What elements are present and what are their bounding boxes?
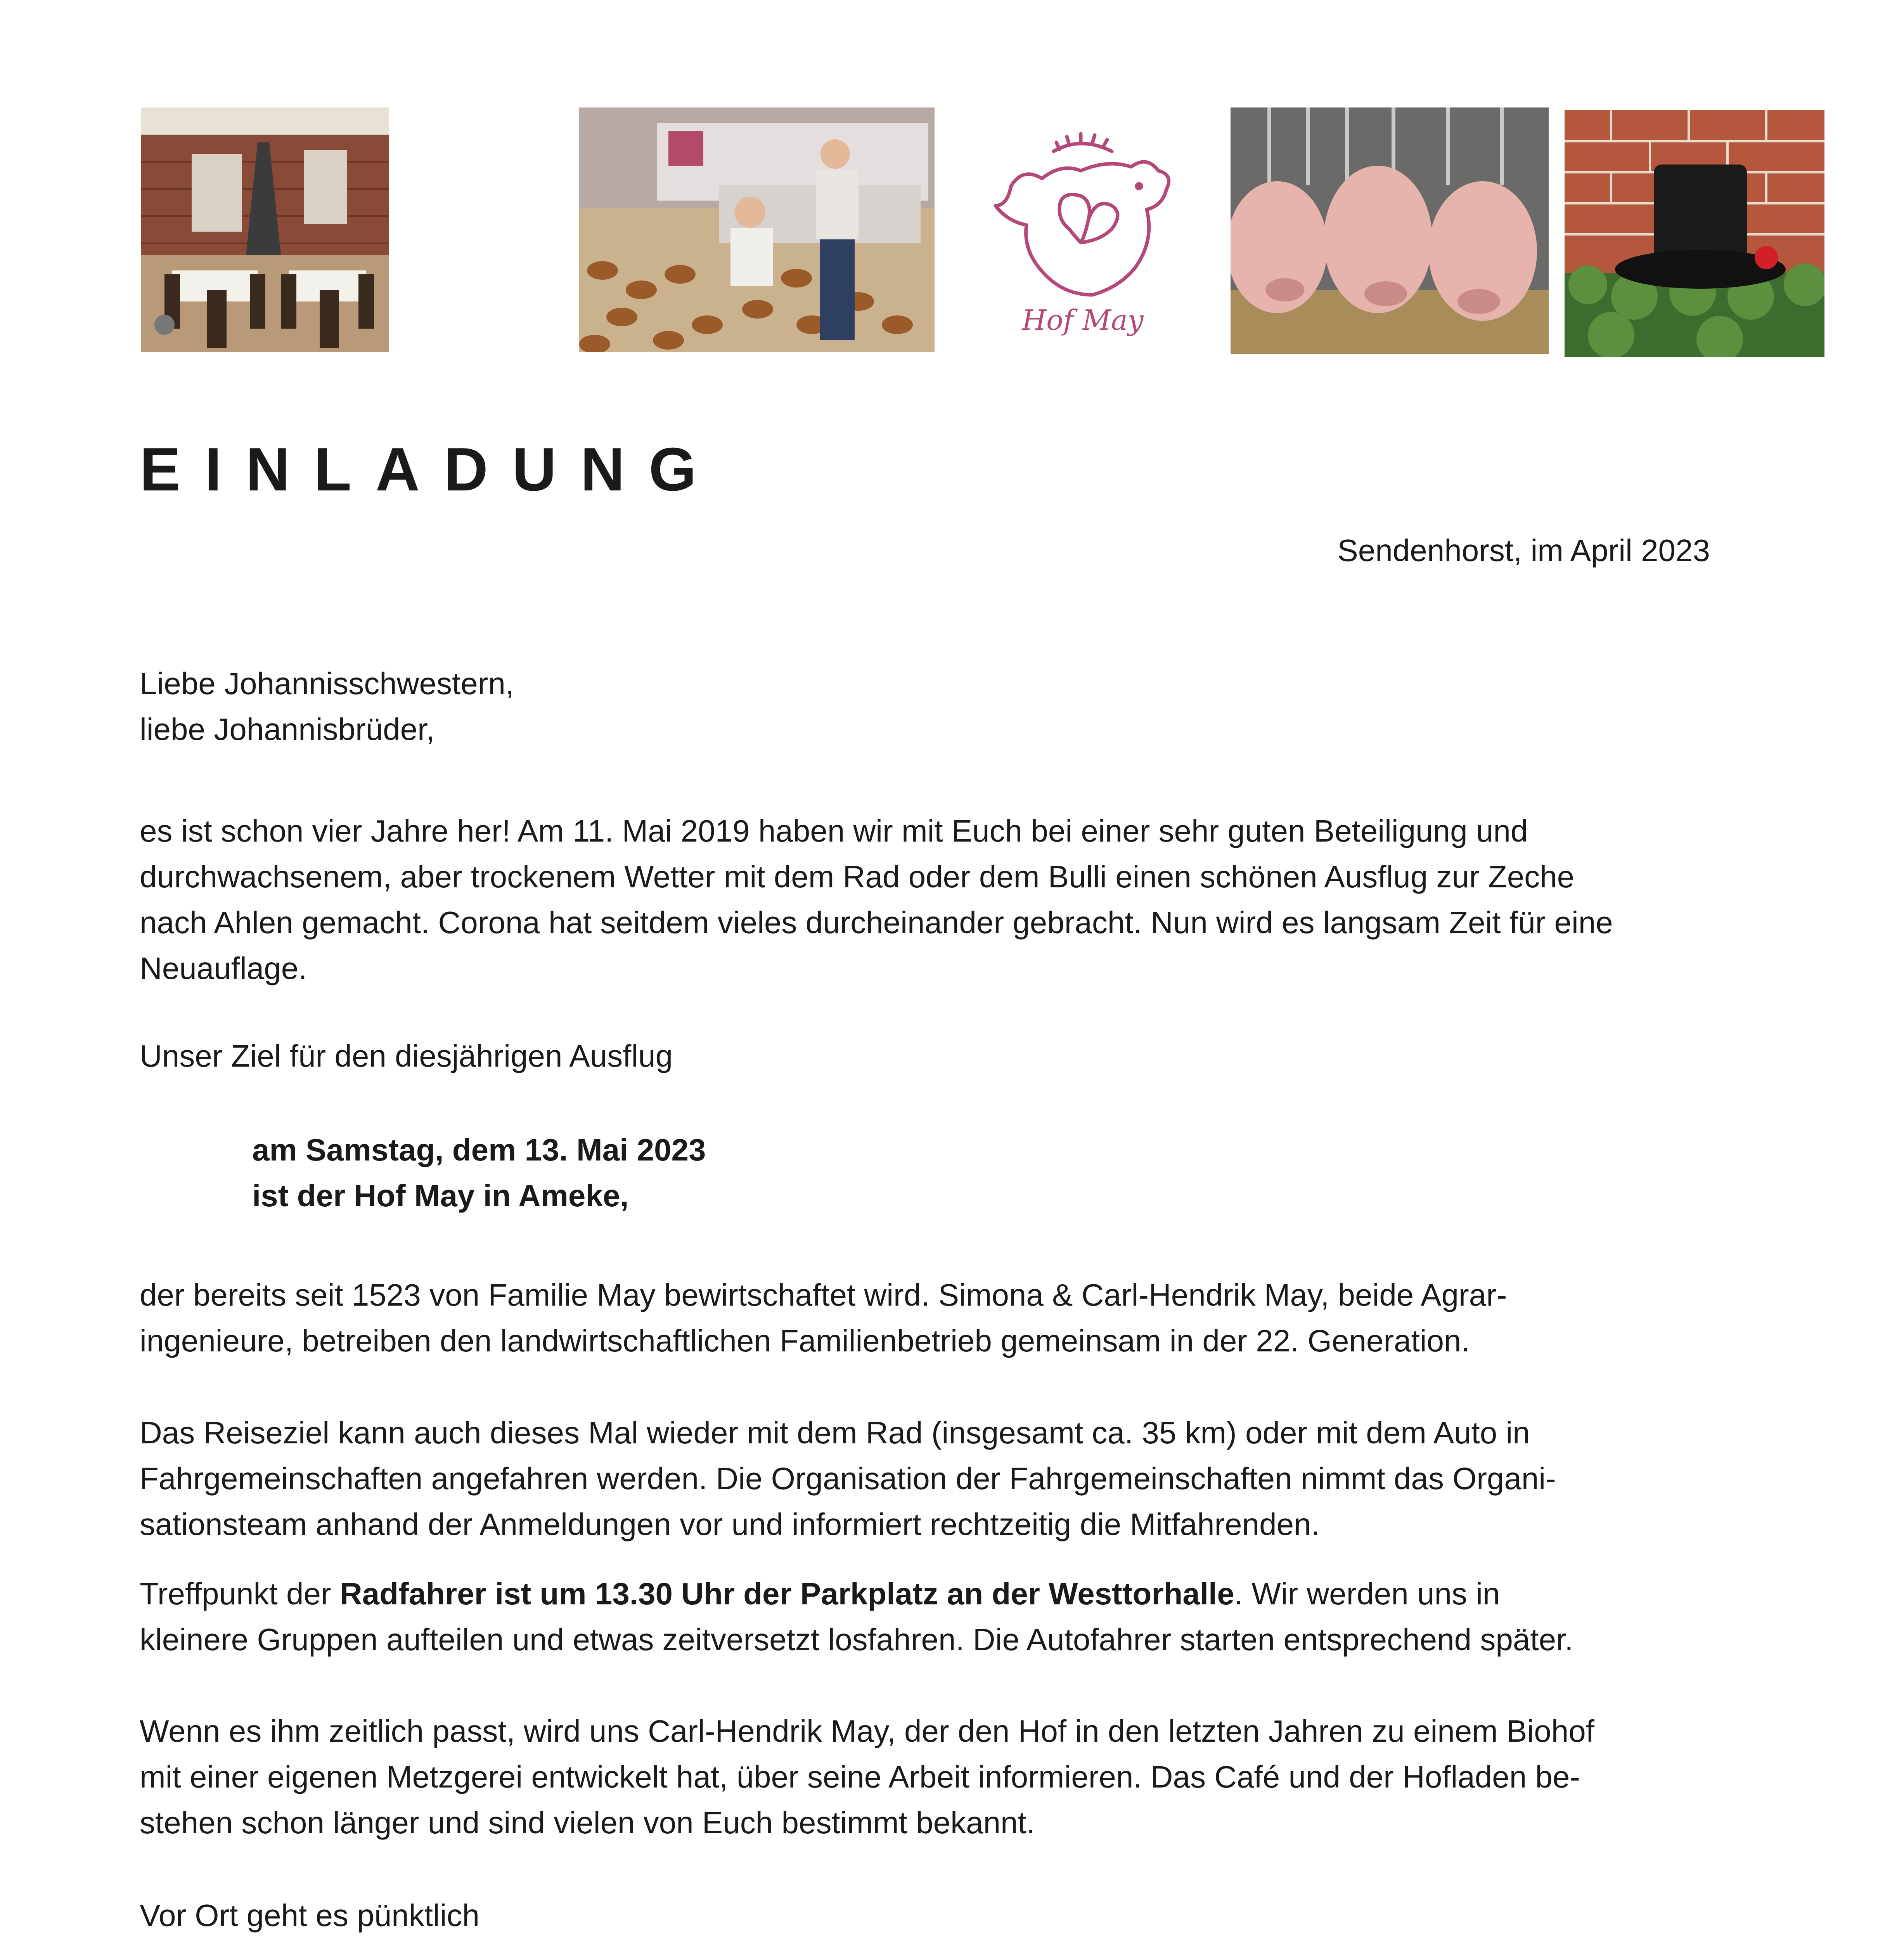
pigs-in-stable-photo: [1231, 107, 1549, 354]
text-line: der bereits seit 1523 von Familie May bewirtschaftet wird. Simona & Carl-Hendrik May, beide Agrar-: [140, 1278, 1507, 1312]
goal-place: ist der Hof May in Ameke,: [252, 1178, 629, 1213]
paragraph-travel: [140, 1410, 1847, 1547]
meeting-point-highlight: Radfahrer ist um 13.30 Uhr der Parkplatz an der Westtorhalle: [339, 1576, 1234, 1611]
text-line: Fahrgemeinschaften angefahren werden. Die Organisation der Fahrgemeinschaften nimmt das Organi-: [140, 1461, 1556, 1496]
text-line: durchwachsenem, aber trockenem Wetter mit dem Rad oder dem Bulli einen schönen Ausflug zur Zeche: [140, 859, 1575, 894]
text-line: Neuauflage.: [140, 951, 307, 986]
cafe-interior-photo: [141, 107, 389, 352]
letter-title: EINLADUNG: [140, 435, 721, 504]
text-line: nach Ahlen gemacht. Corona hat seitdem vieles durcheinander gebracht. Nun wird es langsam Zeit für eine: [140, 905, 1613, 940]
goal-date: am Samstag, dem 13. Mai 2023: [252, 1133, 706, 1167]
paragraph-intro: [140, 808, 1847, 991]
text-line: sationsteam anhand der Anmeldungen vor und informiert rechtzeitig die Mitfahrenden.: [140, 1507, 1320, 1542]
text-line: kleinere Gruppen aufteilen und etwas zeitversetzt losfahren. Die Autofahrer starten entsprechend später.: [140, 1622, 1573, 1657]
salutation-1: Liebe Johannisschwestern,: [140, 666, 514, 701]
hof-may-logo: [964, 113, 1201, 345]
farmers-with-hens-photo: [579, 107, 935, 352]
goal-intro: Unser Ziel für den diesjährigen Ausflug: [140, 1039, 673, 1073]
text-line: mit einer eigenen Metzgerei entwickelt hat, über seine Arbeit informieren. Das Café und der Hofladen be-: [140, 1760, 1580, 1794]
paragraph-history: [140, 1272, 1847, 1364]
text-line: stehen schon länger und sind vielen von Euch bestimmt bekannt.: [140, 1805, 1035, 1840]
start-intro: Vor Ort geht es pünktlich: [140, 1898, 480, 1933]
text-line: Wenn es ihm zeitlich passt, wird uns Carl-Hendrik May, der den Hof in den letzten Jahren zu einem Biohof: [140, 1714, 1594, 1748]
logo-text: Hof May: [1022, 304, 1144, 336]
place-date: Sendenhorst, im April 2023: [1337, 533, 1710, 568]
text-line: es ist schon vier Jahre her! Am 11. Mai 2019 haben wir mit Euch bei einer sehr guten Beteiligung und: [140, 814, 1528, 848]
paragraph-meeting-point: [140, 1571, 1847, 1663]
text-line: Das Reiseziel kann auch dieses Mal wieder mit dem Rad (insgesamt ca. 35 km) oder mit dem Auto in: [140, 1415, 1530, 1450]
text-line: Treffpunkt der Radfahrer ist um 13.30 Uhr der Parkplatz an der Westtorhalle. Wir werden uns in: [140, 1576, 1500, 1611]
salutation-2: liebe Johannisbrüder,: [140, 712, 435, 747]
paragraph-farm-info: [140, 1708, 1847, 1846]
text-line: ingenieure, betreiben den landwirtschaftlichen Familienbetrieb gemeinsam in der 22. Generation.: [140, 1323, 1470, 1358]
top-hat-photo: [1565, 110, 1824, 357]
